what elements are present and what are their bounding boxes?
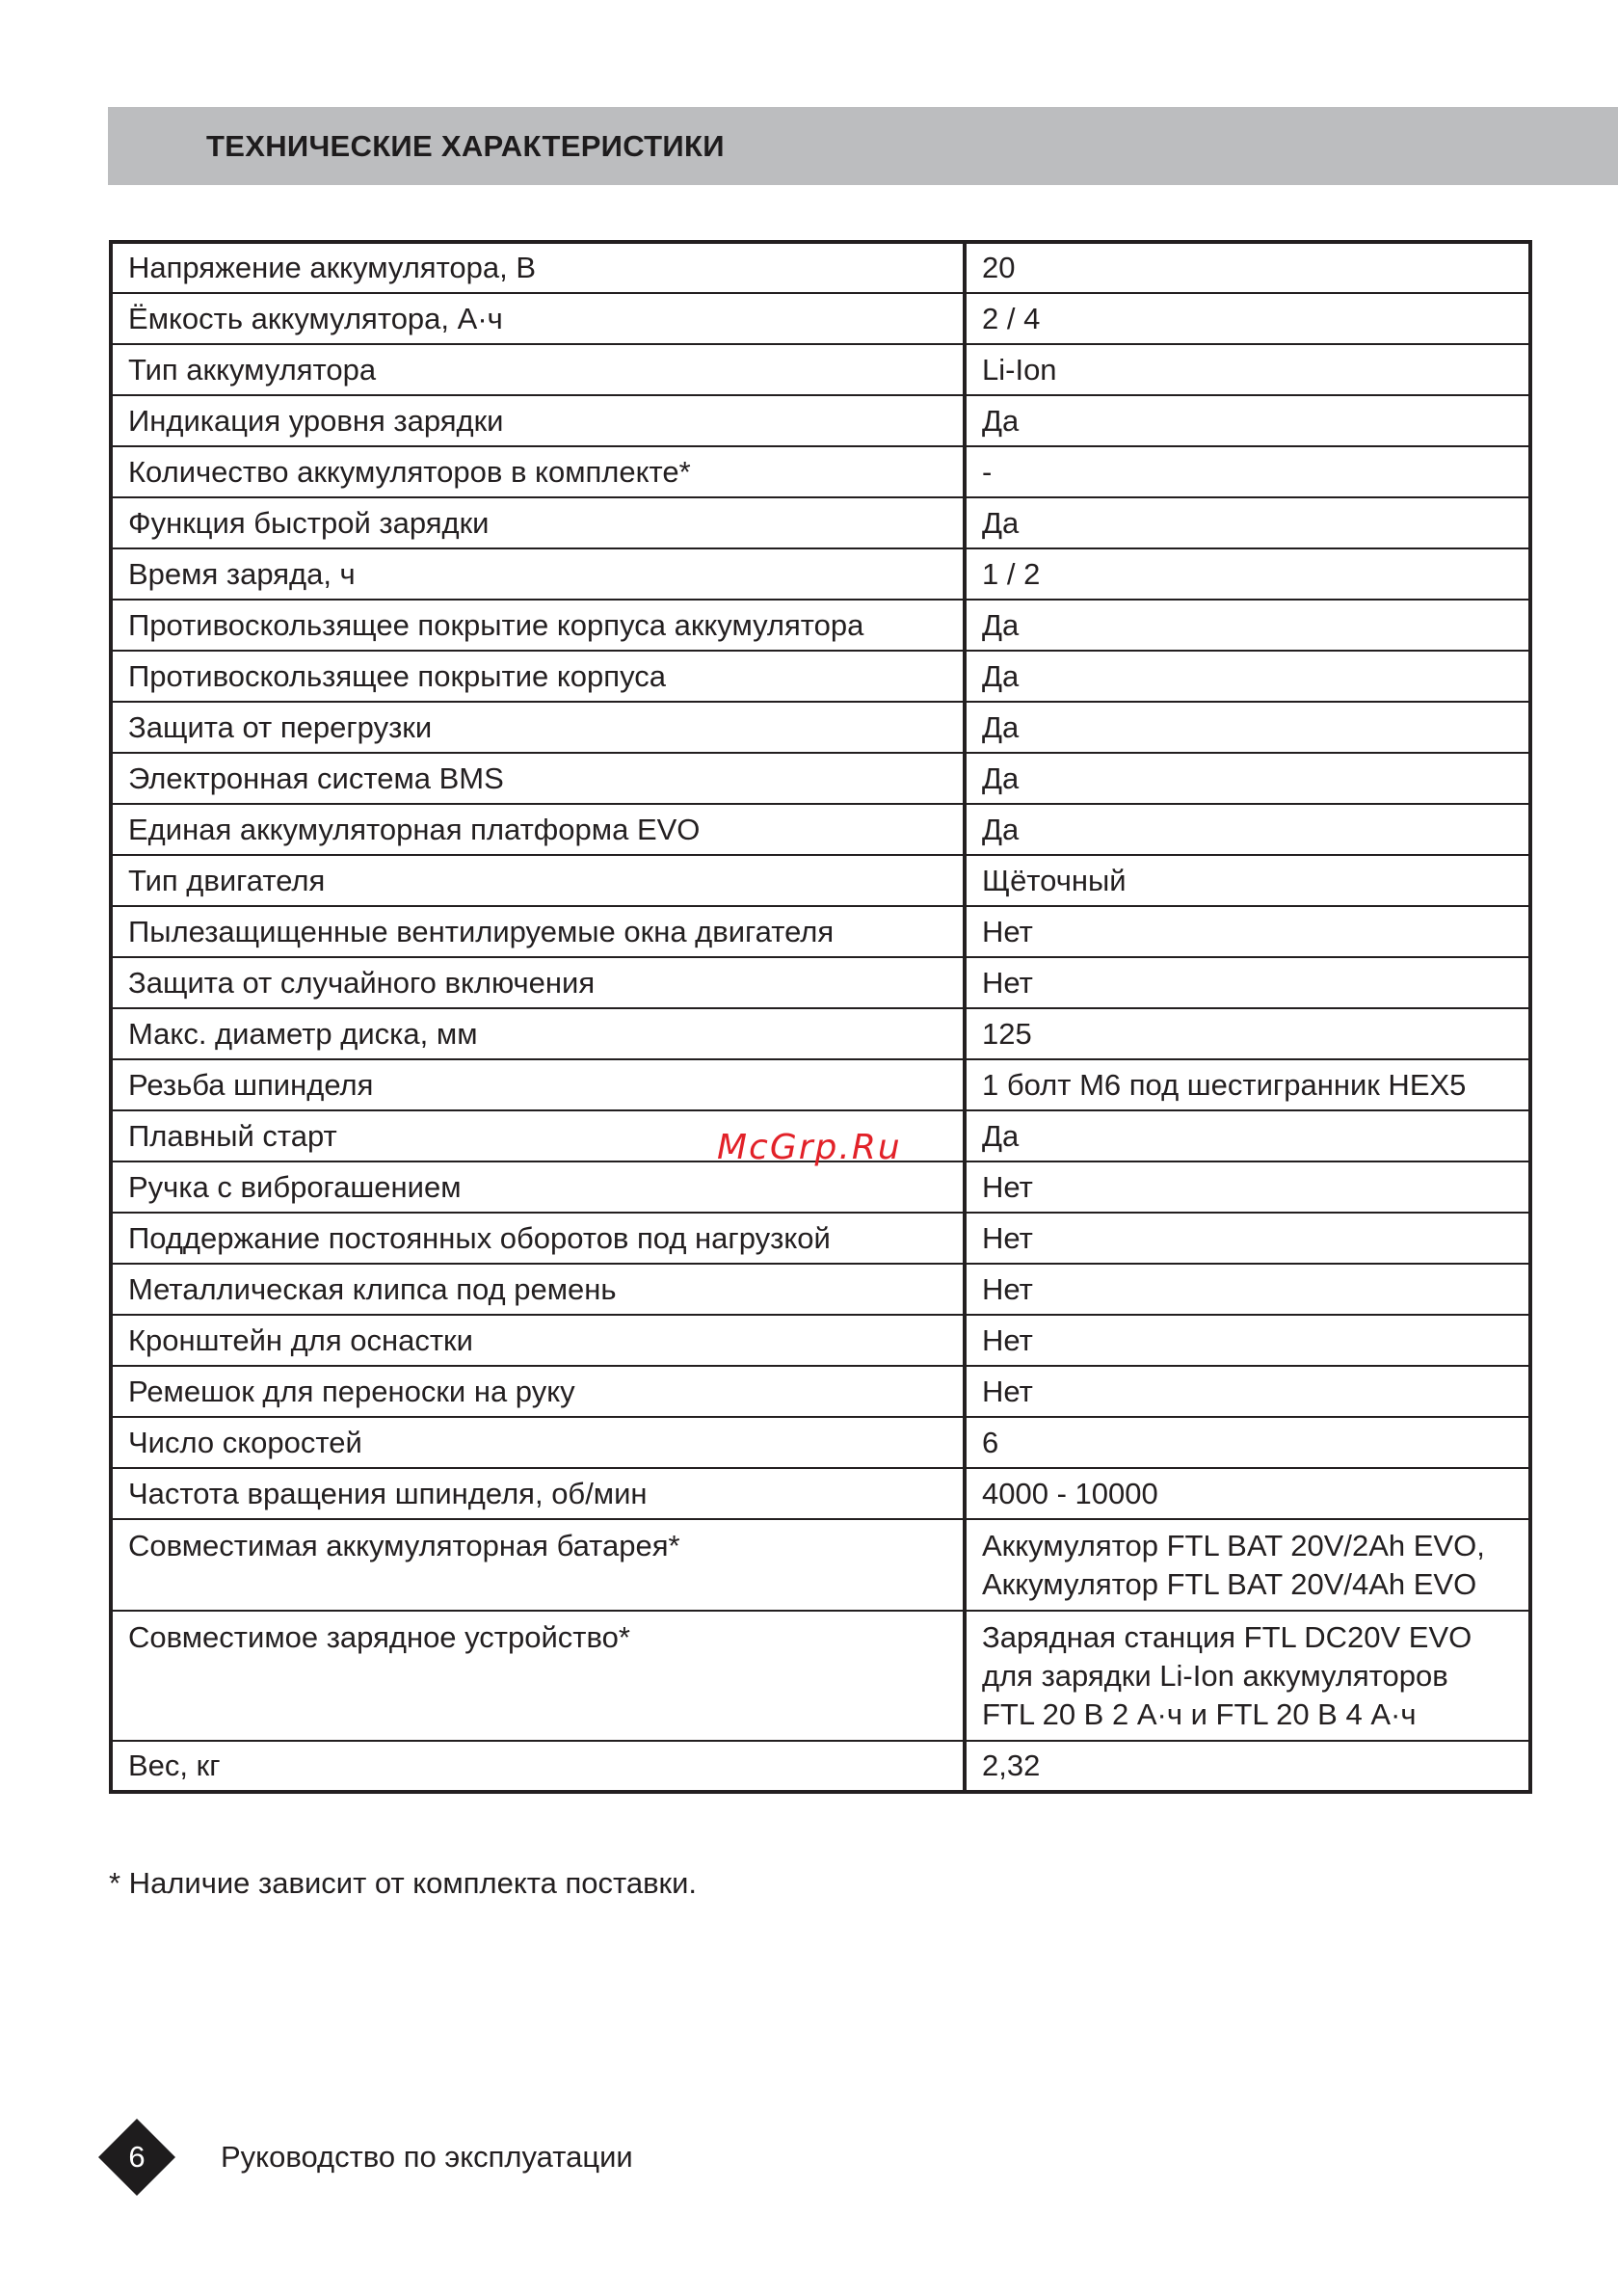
spec-value-line: Li-Ion xyxy=(982,352,1057,387)
table-row xyxy=(111,1059,1530,1110)
spec-value-cell xyxy=(965,1417,1530,1468)
spec-value-line: Нет xyxy=(982,1322,1033,1357)
spec-name-cell: Пылезащищенные вентилируемые окна двигателя xyxy=(111,906,965,957)
spec-value-cell xyxy=(965,906,1530,957)
spec-value-line: 1 болт M6 под шестигранник HEX5 xyxy=(982,1067,1467,1102)
spec-value-cell xyxy=(965,1741,1530,1792)
table-row xyxy=(111,804,1530,855)
table-row xyxy=(111,242,1530,293)
spec-value-line: 6 xyxy=(982,1425,999,1459)
spec-value-line: Нет xyxy=(982,914,1033,948)
spec-value-cell xyxy=(965,446,1530,497)
spec-name-cell: Индикация уровня зарядки xyxy=(111,395,965,446)
spec-value-cell xyxy=(965,1110,1530,1161)
spec-name-cell: Макс. диаметр диска, мм xyxy=(111,1008,965,1059)
specifications-table xyxy=(109,240,1532,1794)
spec-name-cell: Защита от случайного включения xyxy=(111,957,965,1008)
spec-name-cell: Частота вращения шпинделя, об/мин xyxy=(111,1468,965,1519)
spec-value-cell xyxy=(965,548,1530,600)
spec-name-cell: Противоскользящее покрытие корпуса xyxy=(111,651,965,702)
page-number-badge xyxy=(98,2119,175,2196)
spec-value-line: Да xyxy=(982,403,1020,438)
spec-value-line: для зарядки Li-Ion аккумуляторов xyxy=(982,1659,1448,1693)
spec-value-line: Аккумулятор FTL BAT 20V/2Ah EVO, xyxy=(982,1529,1485,1562)
table-row xyxy=(111,1366,1530,1417)
spec-name-cell: Время заряда, ч xyxy=(111,548,965,600)
table-row xyxy=(111,446,1530,497)
spec-value-line: Да xyxy=(982,812,1020,846)
spec-value-line: 1 / 2 xyxy=(982,556,1041,591)
table-row xyxy=(111,1611,1530,1741)
spec-value-cell xyxy=(965,1366,1530,1417)
spec-value-cell xyxy=(965,855,1530,906)
table-row xyxy=(111,1741,1530,1792)
spec-value-cell xyxy=(965,1008,1530,1059)
spec-name-cell: Кронштейн для оснастки xyxy=(111,1315,965,1366)
table-row xyxy=(111,600,1530,651)
spec-name-cell: Количество аккумуляторов в комплекте* xyxy=(111,446,965,497)
watermark: McGrp.Ru xyxy=(717,1128,902,1167)
spec-value-cell xyxy=(965,804,1530,855)
spec-name-cell: Вес, кг xyxy=(111,1741,965,1792)
spec-name-cell: Единая аккумуляторная платформа EVO xyxy=(111,804,965,855)
spec-value-cell xyxy=(965,497,1530,548)
spec-value-line: Да xyxy=(982,709,1020,744)
spec-value-cell xyxy=(965,1611,1530,1741)
spec-name-cell: Электронная система BMS xyxy=(111,753,965,804)
spec-name-cell: Совместимая аккумуляторная батарея* xyxy=(111,1519,965,1611)
spec-value-line: Да xyxy=(982,658,1020,693)
spec-name-cell: Число скоростей xyxy=(111,1417,965,1468)
spec-value-line: - xyxy=(982,454,993,489)
table-row xyxy=(111,395,1530,446)
spec-name-cell: Функция быстрой зарядки xyxy=(111,497,965,548)
spec-name-cell: Противоскользящее покрытие корпуса аккумулятора xyxy=(111,600,965,651)
spec-value-cell xyxy=(965,651,1530,702)
spec-value-cell xyxy=(965,1059,1530,1110)
spec-value-cell xyxy=(965,293,1530,344)
table-row xyxy=(111,1519,1530,1611)
specifications-table-body xyxy=(111,242,1530,1792)
spec-name-cell: Тип двигателя xyxy=(111,855,965,906)
table-row xyxy=(111,293,1530,344)
spec-value-cell xyxy=(965,753,1530,804)
table-row xyxy=(111,1468,1530,1519)
spec-name-cell: Металлическая клипса под ремень xyxy=(111,1264,965,1315)
spec-value-line: Да xyxy=(982,505,1020,540)
spec-value-line: FTL 20 В 2 А·ч и FTL 20 В 4 А·ч xyxy=(982,1697,1417,1731)
table-row xyxy=(111,344,1530,395)
spec-value-cell xyxy=(965,957,1530,1008)
table-row xyxy=(111,855,1530,906)
spec-value-line: Да xyxy=(982,1118,1020,1153)
spec-value-cell xyxy=(965,702,1530,753)
spec-name-cell: Тип аккумулятора xyxy=(111,344,965,395)
footnote: * Наличие зависит от комплекта поставки. xyxy=(109,1866,698,1900)
spec-value-line: Нет xyxy=(982,1271,1033,1306)
table-row xyxy=(111,906,1530,957)
table-row xyxy=(111,1264,1530,1315)
table-row xyxy=(111,651,1530,702)
spec-value-cell xyxy=(965,1519,1530,1611)
spec-value-line: Аккумулятор FTL BAT 20V/4Ah EVO xyxy=(982,1567,1477,1601)
spec-value-cell xyxy=(965,1468,1530,1519)
spec-value-line: Нет xyxy=(982,1220,1033,1255)
table-row xyxy=(111,1315,1530,1366)
table-row xyxy=(111,702,1530,753)
spec-value-line: Нет xyxy=(982,1169,1033,1204)
spec-value-line: Зарядная станция FTL DC20V EVO xyxy=(982,1620,1472,1654)
table-row xyxy=(111,753,1530,804)
spec-value-line: 2 / 4 xyxy=(982,301,1041,335)
spec-value-line: 125 xyxy=(982,1016,1032,1051)
spec-name-cell: Ручка с виброгашением xyxy=(111,1161,965,1213)
spec-name-cell: Поддержание постоянных оборотов под нагрузкой xyxy=(111,1213,965,1264)
spec-value-cell xyxy=(965,1264,1530,1315)
spec-name-cell: Плавный старт xyxy=(111,1110,965,1161)
spec-name-cell: Напряжение аккумулятора, В xyxy=(111,242,965,293)
spec-name-cell: Ёмкость аккумулятора, А·ч xyxy=(111,293,965,344)
spec-value-cell xyxy=(965,344,1530,395)
spec-value-cell xyxy=(965,1213,1530,1264)
section-header-band xyxy=(108,107,1618,185)
spec-value-line: 2,32 xyxy=(982,1749,1041,1782)
spec-value-cell xyxy=(965,242,1530,293)
spec-value-cell xyxy=(965,1161,1530,1213)
spec-value-line: Щёточный xyxy=(982,863,1127,897)
spec-value-cell xyxy=(965,1315,1530,1366)
page-number: 6 xyxy=(128,2140,146,2174)
spec-value-line: Да xyxy=(982,607,1020,642)
page-title: ТЕХНИЧЕСКИЕ ХАРАКТЕРИСТИКИ xyxy=(206,129,725,163)
table-row xyxy=(111,1213,1530,1264)
table-row xyxy=(111,548,1530,600)
spec-value-line: 4000 - 10000 xyxy=(982,1476,1158,1510)
spec-name-cell: Резьба шпинделя xyxy=(111,1059,965,1110)
spec-name-cell: Совместимое зарядное устройство* xyxy=(111,1611,965,1741)
table-row xyxy=(111,1161,1530,1213)
table-row xyxy=(111,957,1530,1008)
spec-name-cell: Защита от перегрузки xyxy=(111,702,965,753)
table-row xyxy=(111,497,1530,548)
spec-value-line: Да xyxy=(982,761,1020,795)
table-row xyxy=(111,1417,1530,1468)
table-row xyxy=(111,1008,1530,1059)
spec-value-cell xyxy=(965,600,1530,651)
spec-name-cell: Ремешок для переноски на руку xyxy=(111,1366,965,1417)
spec-value-line: Нет xyxy=(982,965,1033,1000)
spec-value-line: Нет xyxy=(982,1374,1033,1408)
spec-value-cell xyxy=(965,395,1530,446)
footer-manual-title: Руководство по эксплуатации xyxy=(221,2140,633,2174)
spec-value-line: 20 xyxy=(982,251,1016,284)
